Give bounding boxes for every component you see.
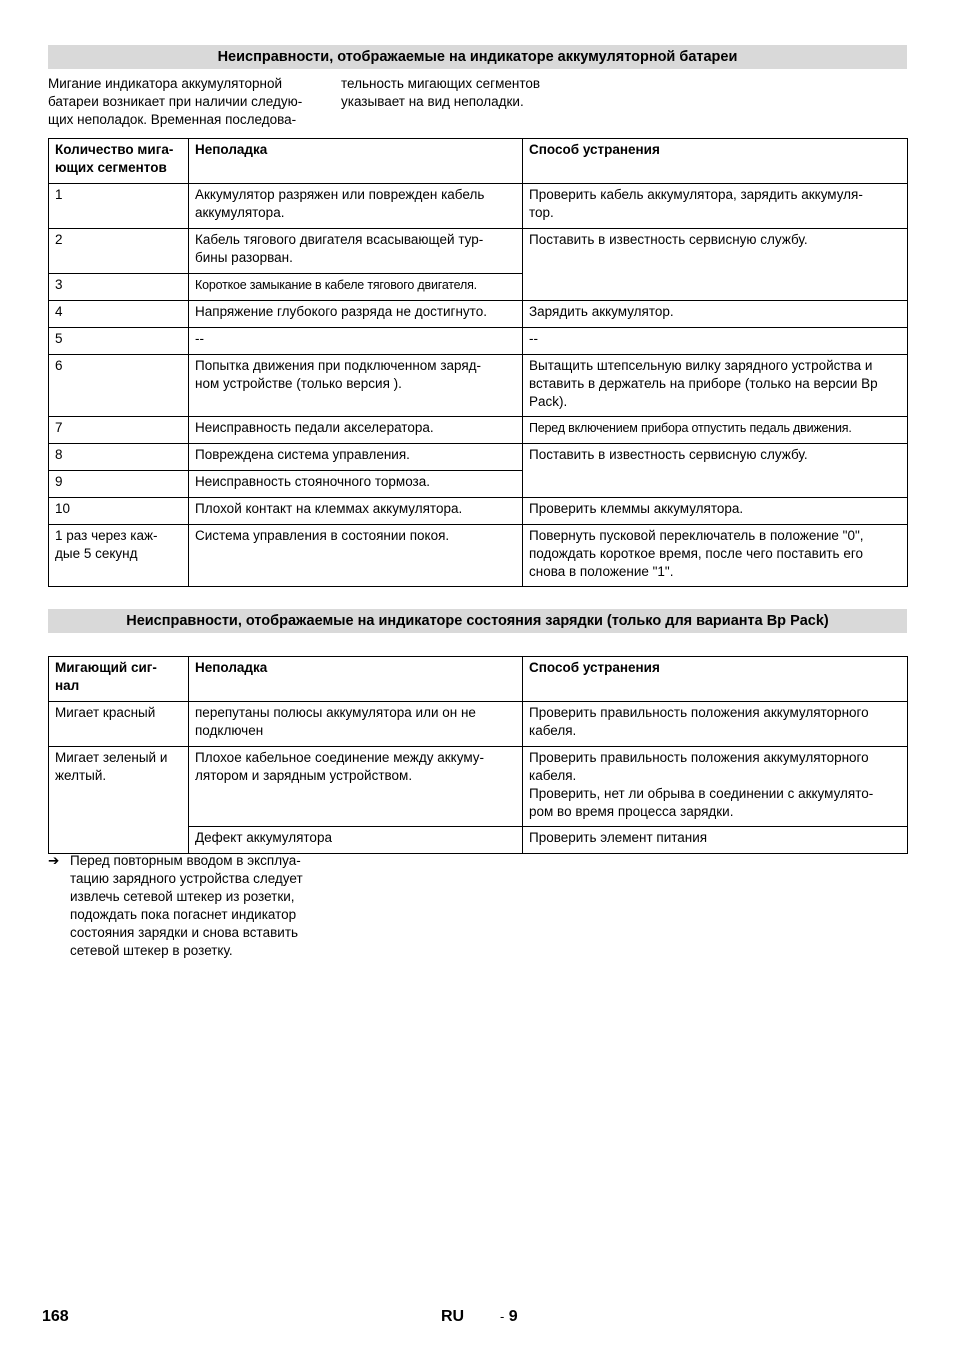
intro-text-col1: Мигание индикатора аккумуляторной батареи возникает при наличии следую- щих неполадок. Временная последова- bbox=[48, 76, 303, 127]
arrow-right-icon: ➔ bbox=[48, 853, 60, 868]
page-number: 168 bbox=[42, 1308, 69, 1325]
note-text: Перед повторным вводом в эксплуа- тацию зарядного устройства следует извлечь сетевой штекер из розетки, подождать пока погаснет индикатор состояния зарядки и снова вставить сетевой штекер в розетку. bbox=[70, 853, 303, 958]
table-header-row bbox=[49, 657, 908, 702]
table-row: 4 Напряжение глубокого разряда не достигнуто. Зарядить аккумулятор. bbox=[49, 301, 908, 328]
table-row: 8 Повреждена система управления. Поставить в известность сервисную службу. bbox=[49, 444, 908, 471]
charger-note bbox=[48, 852, 348, 960]
intro-text-col2: тельность мигающих сегментов указывает на вид неполадки. bbox=[341, 76, 541, 109]
table-header-row bbox=[49, 139, 908, 184]
table-row: 2 Кабель тягового двигателя всасывающей тур- бины разорван. Поставить в известность сервисную службу. bbox=[49, 229, 908, 274]
table-row: Мигает зеленый и желтый. Плохое кабельное соединение между аккуму- лятором и зарядным устройством. Проверить правильность положения аккумуляторного кабеля. Проверить, нет ли обрыва в соединении с аккумулято- ром во время процесса зарядки. bbox=[49, 747, 908, 827]
table-row: Дефект аккумулятора Проверить элемент питания bbox=[49, 827, 908, 854]
header-segment-count: Количество мига- ющих сегментов bbox=[49, 139, 189, 184]
header-fault: Неполадка bbox=[189, 657, 523, 702]
header-remedy: Способ устранения bbox=[523, 139, 908, 184]
charging-fault-table bbox=[48, 656, 908, 854]
table-row: 9 Неисправность стояночного тормоза. bbox=[49, 471, 908, 498]
section-title-battery-faults: Неисправности, отображаемые на индикаторе аккумуляторной батареи bbox=[48, 45, 907, 69]
header-signal: Мигающий сиг- нал bbox=[49, 657, 189, 702]
battery-fault-table bbox=[48, 138, 908, 587]
table-row: 7 Неисправность педали акселератора. Перед включением прибора отпустить педаль движения. bbox=[49, 417, 908, 444]
page-suffix: - 9 bbox=[500, 1308, 518, 1325]
language-code: RU bbox=[441, 1308, 465, 1325]
table-row: 3 Короткое замыкание в кабеле тягового двигателя. bbox=[49, 274, 908, 301]
table-row: 1 раз через каж- дые 5 секунд Система управления в состоянии покоя. Повернуть пусковой переключатель в положение "0", подождать короткое время, после чего поставить его снова в положение "1". bbox=[49, 525, 908, 587]
table-row: Мигает красный перепутаны полюсы аккумулятора или он не подключен Проверить правильность положения аккумуляторного кабеля. bbox=[49, 702, 908, 747]
table-row: 5 -- -- bbox=[49, 328, 908, 355]
table-row: 1 Аккумулятор разряжен или поврежден кабель аккумулятора. Проверить кабель аккумулятора, зарядить аккумуля- тор. bbox=[49, 184, 908, 229]
header-fault: Неполадка bbox=[189, 139, 523, 184]
header-remedy: Способ устранения bbox=[523, 657, 908, 702]
table-row: 10 Плохой контакт на клеммах аккумулятора. Проверить клеммы аккумулятора. bbox=[49, 498, 908, 525]
section-title-charging-faults: Неисправности, отображаемые на индикаторе состояния зарядки (только для варианта Bp Pack) bbox=[48, 609, 907, 633]
table-row: 6 Попытка движения при подключенном заряд- ном устройстве (только версия ). Вытащить штепсельную вилку зарядного устройства и вставить в держатель на приборе (только на версии Bp Pack). bbox=[49, 355, 908, 417]
